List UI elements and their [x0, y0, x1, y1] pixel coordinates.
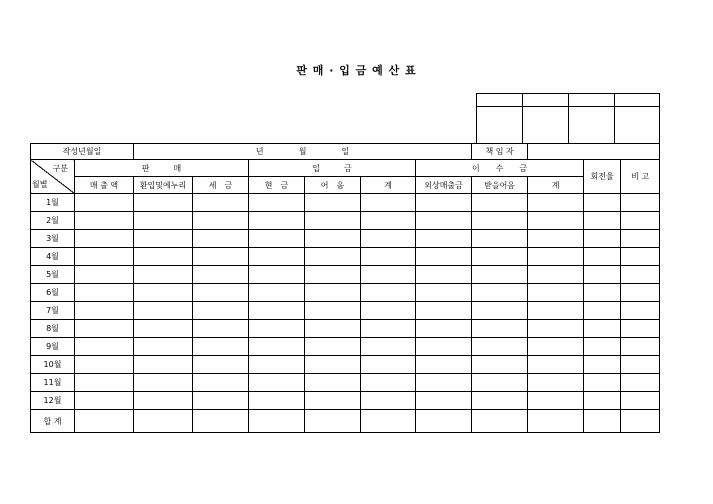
- data-cell[interactable]: [584, 410, 621, 433]
- data-cell[interactable]: [528, 212, 584, 230]
- data-cell[interactable]: [472, 302, 528, 320]
- data-cell[interactable]: [621, 410, 660, 433]
- data-cell[interactable]: [416, 320, 472, 338]
- manager-value[interactable]: [528, 144, 660, 160]
- date-value[interactable]: [134, 144, 472, 160]
- data-cell[interactable]: [472, 212, 528, 230]
- data-cell[interactable]: [621, 194, 660, 212]
- month-label: 8월: [31, 320, 75, 338]
- bill-header: 어 음: [305, 177, 361, 194]
- data-cell[interactable]: [361, 248, 416, 266]
- table-row: [31, 212, 660, 230]
- month-label: 3월: [31, 230, 75, 248]
- table-row: [31, 266, 660, 284]
- data-cell[interactable]: [193, 230, 249, 248]
- approval-sign-cell[interactable]: [569, 107, 615, 144]
- data-cell[interactable]: [134, 392, 193, 410]
- month-label: 2월: [31, 212, 75, 230]
- data-cell[interactable]: [584, 374, 621, 392]
- year-label: 년: [255, 147, 264, 156]
- approval-title-cell[interactable]: [523, 94, 569, 107]
- data-cell[interactable]: [361, 392, 416, 410]
- month-header-label: 월별: [32, 180, 48, 189]
- turnover-header: 회전율: [584, 160, 621, 194]
- data-cell[interactable]: [472, 248, 528, 266]
- month-label: 5월: [31, 266, 75, 284]
- data-cell[interactable]: [528, 392, 584, 410]
- remarks-header: 비 고: [621, 160, 660, 194]
- approval-title-cell[interactable]: [615, 94, 660, 107]
- data-cell[interactable]: [361, 410, 416, 433]
- data-cell[interactable]: [75, 374, 134, 392]
- returns-header: 환입및에누리: [134, 177, 193, 194]
- data-cell[interactable]: [584, 230, 621, 248]
- data-cell[interactable]: [528, 266, 584, 284]
- data-cell[interactable]: [193, 194, 249, 212]
- table-row: [31, 248, 660, 266]
- data-cell[interactable]: [134, 248, 193, 266]
- data-cell[interactable]: [361, 374, 416, 392]
- data-cell[interactable]: [193, 212, 249, 230]
- data-cell[interactable]: [75, 356, 134, 374]
- data-cell[interactable]: [472, 410, 528, 433]
- data-cell[interactable]: [621, 392, 660, 410]
- data-cell[interactable]: [249, 338, 305, 356]
- data-cell[interactable]: [249, 212, 305, 230]
- data-cell[interactable]: [193, 374, 249, 392]
- data-cell[interactable]: [134, 356, 193, 374]
- data-cell[interactable]: [621, 230, 660, 248]
- data-cell[interactable]: [361, 194, 416, 212]
- deposit-total-header: 계: [361, 177, 416, 194]
- data-cell[interactable]: [528, 230, 584, 248]
- data-cell[interactable]: [134, 410, 193, 433]
- deposit-header: 입 금: [249, 160, 416, 177]
- data-cell[interactable]: [193, 410, 249, 433]
- data-cell[interactable]: [584, 248, 621, 266]
- day-label: 일: [341, 147, 350, 156]
- data-cell[interactable]: [621, 212, 660, 230]
- data-cell[interactable]: [305, 212, 361, 230]
- data-cell[interactable]: [75, 302, 134, 320]
- data-cell[interactable]: [305, 230, 361, 248]
- gubun-label: 구분: [52, 164, 68, 173]
- data-cell[interactable]: [75, 410, 134, 433]
- page-title: 판 매 · 입 금 예 산 표: [296, 64, 417, 77]
- data-cell[interactable]: [75, 284, 134, 302]
- cash-header: 현 금: [249, 177, 305, 194]
- table-row: [31, 392, 660, 410]
- month-label: 11월: [31, 374, 75, 392]
- data-cell[interactable]: [134, 302, 193, 320]
- data-cell[interactable]: [75, 266, 134, 284]
- data-cell[interactable]: [361, 212, 416, 230]
- table-row: [31, 374, 660, 392]
- data-cell[interactable]: [249, 266, 305, 284]
- approval-sign-cell[interactable]: [523, 107, 569, 144]
- data-cell[interactable]: [361, 284, 416, 302]
- data-cell[interactable]: [134, 284, 193, 302]
- data-cell[interactable]: [249, 194, 305, 212]
- data-cell[interactable]: [416, 284, 472, 302]
- data-cell[interactable]: [134, 230, 193, 248]
- approval-title-cell[interactable]: [569, 94, 615, 107]
- data-cell[interactable]: [305, 338, 361, 356]
- data-cell[interactable]: [472, 266, 528, 284]
- month-label: 1월: [31, 194, 75, 212]
- data-cell[interactable]: [621, 320, 660, 338]
- data-cell[interactable]: [361, 338, 416, 356]
- table-row: [31, 194, 660, 212]
- data-cell[interactable]: [75, 338, 134, 356]
- month-label: 7월: [31, 302, 75, 320]
- approval-sign-cell[interactable]: [477, 107, 523, 144]
- data-cell[interactable]: [584, 338, 621, 356]
- data-cell[interactable]: [193, 356, 249, 374]
- receivable-total-header: 계: [528, 177, 584, 194]
- data-cell[interactable]: [305, 284, 361, 302]
- tax-header: 세 금: [193, 177, 249, 194]
- data-cell[interactable]: [249, 356, 305, 374]
- data-cell[interactable]: [528, 248, 584, 266]
- data-cell[interactable]: [584, 284, 621, 302]
- data-cell[interactable]: [416, 212, 472, 230]
- data-cell[interactable]: [528, 194, 584, 212]
- data-cell[interactable]: [193, 338, 249, 356]
- data-cell[interactable]: [584, 320, 621, 338]
- table-row: [31, 230, 660, 248]
- data-cell[interactable]: [416, 194, 472, 212]
- data-cell[interactable]: [193, 248, 249, 266]
- data-cell[interactable]: [75, 248, 134, 266]
- approval-box: [476, 93, 660, 144]
- month-label: 4월: [31, 248, 75, 266]
- month-label: 10월: [31, 356, 75, 374]
- data-cell[interactable]: [193, 320, 249, 338]
- data-cell[interactable]: [528, 410, 584, 433]
- data-cell[interactable]: [134, 374, 193, 392]
- data-cell[interactable]: [528, 284, 584, 302]
- data-cell[interactable]: [416, 338, 472, 356]
- category-header-cell: [31, 160, 75, 194]
- data-cell[interactable]: [416, 230, 472, 248]
- data-cell[interactable]: [249, 410, 305, 433]
- data-cell[interactable]: [305, 410, 361, 433]
- total-label: 합 계: [31, 410, 75, 433]
- data-cell[interactable]: [584, 356, 621, 374]
- data-cell[interactable]: [621, 338, 660, 356]
- table-row: [31, 356, 660, 374]
- data-cell[interactable]: [472, 338, 528, 356]
- data-cell[interactable]: [416, 392, 472, 410]
- data-cell[interactable]: [193, 284, 249, 302]
- data-cell[interactable]: [249, 302, 305, 320]
- data-cell[interactable]: [75, 212, 134, 230]
- data-cell[interactable]: [416, 302, 472, 320]
- data-cell[interactable]: [249, 320, 305, 338]
- data-cell[interactable]: [621, 374, 660, 392]
- data-cell[interactable]: [134, 194, 193, 212]
- approval-sign-cell[interactable]: [615, 107, 660, 144]
- data-cell[interactable]: [305, 356, 361, 374]
- data-cell[interactable]: [305, 392, 361, 410]
- data-cell[interactable]: [584, 212, 621, 230]
- date-label: 작성년월일: [31, 144, 134, 160]
- data-cell[interactable]: [528, 356, 584, 374]
- data-cell[interactable]: [193, 266, 249, 284]
- budget-table: [30, 143, 660, 433]
- month-label: 9월: [31, 338, 75, 356]
- data-cell[interactable]: [416, 410, 472, 433]
- data-cell[interactable]: [361, 302, 416, 320]
- sales-amount-header: 매 출 액: [75, 177, 134, 194]
- data-cell[interactable]: [472, 194, 528, 212]
- month-label: 12월: [31, 392, 75, 410]
- data-cell[interactable]: [249, 230, 305, 248]
- data-cell[interactable]: [305, 248, 361, 266]
- data-cell[interactable]: [134, 212, 193, 230]
- data-cell[interactable]: [416, 374, 472, 392]
- data-cell[interactable]: [249, 248, 305, 266]
- month-label: 6월: [31, 284, 75, 302]
- data-cell[interactable]: [528, 302, 584, 320]
- data-cell[interactable]: [472, 320, 528, 338]
- data-cell[interactable]: [472, 230, 528, 248]
- data-cell[interactable]: [134, 320, 193, 338]
- receivable-header: 이 수 금: [416, 160, 584, 177]
- data-cell[interactable]: [75, 194, 134, 212]
- data-cell[interactable]: [249, 284, 305, 302]
- data-cell[interactable]: [621, 302, 660, 320]
- month-label: 월: [298, 147, 307, 156]
- data-cell[interactable]: [472, 392, 528, 410]
- credit-sales-header: 외상매출금: [416, 177, 472, 194]
- data-cell[interactable]: [621, 356, 660, 374]
- data-cell[interactable]: [361, 356, 416, 374]
- data-cell[interactable]: [621, 266, 660, 284]
- data-cell[interactable]: [584, 302, 621, 320]
- data-cell[interactable]: [75, 392, 134, 410]
- data-cell[interactable]: [305, 194, 361, 212]
- data-cell[interactable]: [305, 266, 361, 284]
- data-cell[interactable]: [75, 320, 134, 338]
- table-row: [31, 320, 660, 338]
- data-cell[interactable]: [584, 194, 621, 212]
- table-row: [31, 338, 660, 356]
- data-cell[interactable]: [249, 392, 305, 410]
- data-cell[interactable]: [361, 266, 416, 284]
- data-cell[interactable]: [528, 338, 584, 356]
- data-cell[interactable]: [305, 320, 361, 338]
- data-cell[interactable]: [584, 266, 621, 284]
- data-cell[interactable]: [472, 356, 528, 374]
- table-row: [31, 284, 660, 302]
- sales-header: 판 매: [75, 160, 249, 177]
- data-cell[interactable]: [528, 374, 584, 392]
- data-cell[interactable]: [584, 392, 621, 410]
- approval-title-cell[interactable]: [477, 94, 523, 107]
- data-cell[interactable]: [472, 284, 528, 302]
- data-cell[interactable]: [134, 266, 193, 284]
- data-cell[interactable]: [193, 392, 249, 410]
- data-cell[interactable]: [361, 230, 416, 248]
- data-cell[interactable]: [621, 248, 660, 266]
- data-cell[interactable]: [305, 302, 361, 320]
- bills-received-header: 받을어음: [472, 177, 528, 194]
- data-cell[interactable]: [305, 374, 361, 392]
- data-cell[interactable]: [361, 320, 416, 338]
- data-cell[interactable]: [75, 230, 134, 248]
- data-cell[interactable]: [193, 302, 249, 320]
- data-cell[interactable]: [416, 356, 472, 374]
- data-cell[interactable]: [472, 374, 528, 392]
- data-cell[interactable]: [134, 338, 193, 356]
- data-cell[interactable]: [528, 320, 584, 338]
- data-cell[interactable]: [416, 266, 472, 284]
- table-row: [31, 302, 660, 320]
- data-cell[interactable]: [621, 284, 660, 302]
- data-cell[interactable]: [249, 374, 305, 392]
- data-cell[interactable]: [416, 248, 472, 266]
- manager-label: 책 임 자: [472, 144, 528, 160]
